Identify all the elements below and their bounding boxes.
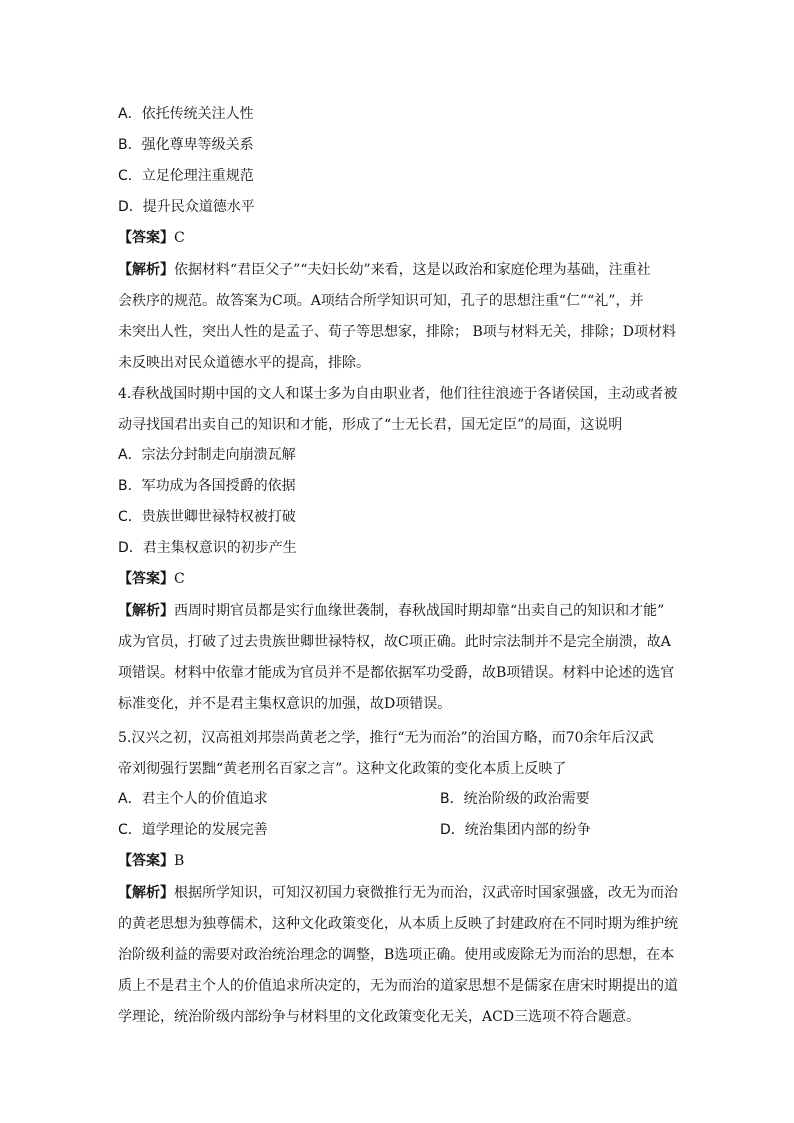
q5-option-a: A．君主个人的价值追求 <box>118 791 268 807</box>
q3-option-a: A．依托传统关注人性 <box>118 106 254 122</box>
stem-line: 动寻找国君出卖自己的知识和才能，形成了“士无长君，国无定臣”的局面，这说明 <box>118 417 623 433</box>
q3-option-c: C．立足伦理注重规范 <box>118 168 254 184</box>
answer-tag: 【答案】 <box>118 571 174 587</box>
analysis-line: 【解析】根据所学知识，可知汉初国力衰微推行无为而治，汉武帝时国家强盛，改无为而治 <box>118 885 678 901</box>
stem-line: 帝刘彻强行罢黜“黄老刑名百家之言”。这种文化政策的变化本质上反映了 <box>118 761 567 777</box>
q4-stem <box>118 379 678 441</box>
q5-option-b: B．统治阶级的政治需要 <box>440 791 590 807</box>
analysis-line: 治阶级利益的需要对政治统治理念的调整，B选项正确。使用或废除无为而治的思想，在本 <box>118 947 675 963</box>
analysis-line: 项错误。材料中依靠才能成为官员并不是都依据军功受爵，故B项错误。材料中论述的选官 <box>118 665 675 681</box>
analysis-line: 标准变化，并不是君主集权意识的加强，故D项错误。 <box>118 696 452 712</box>
answer-tag: 【答案】 <box>118 230 174 246</box>
q5-analysis <box>118 878 678 1033</box>
analysis-line: 会秩序的规范。故答案为C项。A项结合所学知识可知，孔子的思想注重“仁”“礼”，并 <box>118 293 644 309</box>
q3-analysis <box>118 255 678 379</box>
stem-line: 4.春秋战国时期中国的文人和谋士多为自由职业者，他们往往浪迹于各诸侯国，主动或者被 <box>118 386 678 402</box>
q5-option-c: C．道学理论的发展完善 <box>118 822 268 838</box>
q3-option-d: D．提升民众道德水平 <box>118 199 255 215</box>
analysis-tag: 【解析】 <box>118 262 174 278</box>
analysis-line: 【解析】西周时期官员都是实行血缘世袭制，春秋战国时期却靠“出卖自己的知识和才能” <box>118 603 665 619</box>
q4-answer-row <box>118 569 185 589</box>
q5-answer-row <box>118 851 184 871</box>
stem-line: 5.汉兴之初，汉高祖刘邦崇尚黄老之学，推行“无为而治”的治国方略，而70余年后汉武 <box>118 730 654 746</box>
analysis-tag: 【解析】 <box>118 885 174 901</box>
q4-analysis <box>118 596 678 720</box>
q3-option-b: B．强化尊卑等级关系 <box>118 137 254 153</box>
q4-option-d: D．君主集权意识的初步产生 <box>118 540 297 556</box>
answer-tag: 【答案】 <box>118 853 174 869</box>
q4-option-b: B．军功成为各国授爵的依据 <box>118 478 296 494</box>
analysis-line: 学理论，统治阶级内部纷争与材料里的文化政策变化无关，ACD三选项不符合题意。 <box>118 1009 641 1025</box>
q4-answer-value: C <box>174 571 185 587</box>
q5-answer-value: B <box>174 853 185 869</box>
q4-option-c: C．贵族世卿世禄特权被打破 <box>118 509 296 525</box>
analysis-line: 【解析】依据材料“君臣父子”“夫妇长幼”来看，这是以政治和家庭伦理为基础，注重社 <box>118 262 651 278</box>
analysis-line: 的黄老思想为独尊儒术，这种文化政策变化，从本质上反映了封建政府在不同时期为维护统 <box>118 916 678 932</box>
q3-answer-row <box>118 228 185 248</box>
q4-option-a: A．宗法分封制走向崩溃瓦解 <box>118 447 296 463</box>
analysis-line: 未突出人性，突出人性的是孟子、荀子等思想家，排除； B项与材料无关，排除；D项材料 <box>118 324 676 340</box>
analysis-line: 质上不是君主个人的价值追求所决定的，无为而治的道家思想不是儒家在唐宋时期提出的道 <box>118 978 678 994</box>
q5-stem <box>118 723 678 785</box>
analysis-line: 未反映出对民众道德水平的提高，排除。 <box>118 355 370 371</box>
analysis-tag: 【解析】 <box>118 603 174 619</box>
q3-answer-value: C <box>174 230 185 246</box>
analysis-line: 成为官员，打破了过去贵族世卿世禄特权，故C项正确。此时宗法制并不是完全崩溃，故A <box>118 634 671 650</box>
q5-option-d: D．统治集团内部的纷争 <box>440 822 591 838</box>
